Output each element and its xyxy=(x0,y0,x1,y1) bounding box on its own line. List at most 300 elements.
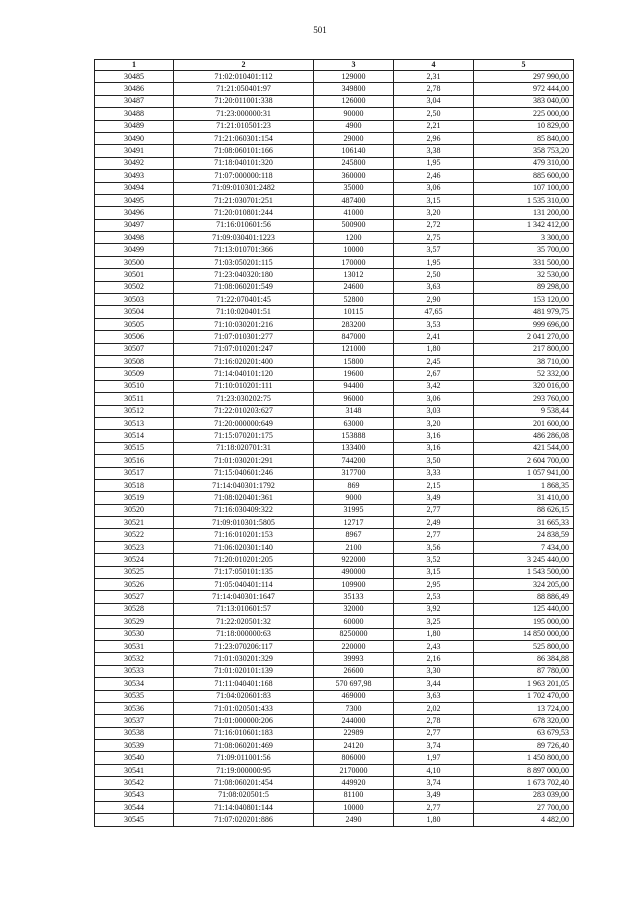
area-cell: 109900 xyxy=(314,579,394,591)
value-cell: 7 434,00 xyxy=(474,541,574,553)
value-cell: 125 440,00 xyxy=(474,603,574,615)
area-cell: 806000 xyxy=(314,752,394,764)
value-cell: 1 543 500,00 xyxy=(474,566,574,578)
table-row xyxy=(95,764,574,776)
cadastral-number-cell: 71:08:020501:5 xyxy=(174,789,314,801)
value-cell: 87 780,00 xyxy=(474,665,574,677)
rate-cell: 2,53 xyxy=(394,591,474,603)
cadastral-number-cell: 71:05:040401:114 xyxy=(174,579,314,591)
row-number-cell: 30526 xyxy=(95,579,174,591)
rate-cell: 2,45 xyxy=(394,355,474,367)
area-cell: 245800 xyxy=(314,157,394,169)
area-cell: 63000 xyxy=(314,417,394,429)
row-number-cell: 30518 xyxy=(95,479,174,491)
rate-cell: 1,95 xyxy=(394,256,474,268)
row-number-cell: 30503 xyxy=(95,294,174,306)
area-cell: 41000 xyxy=(314,207,394,219)
table-row xyxy=(95,541,574,553)
cadastral-number-cell: 71:22:020501:32 xyxy=(174,616,314,628)
value-cell: 38 710,00 xyxy=(474,355,574,367)
table-row xyxy=(95,479,574,491)
cadastral-number-cell: 71:10:020401:51 xyxy=(174,306,314,318)
table-row xyxy=(95,777,574,789)
table-row xyxy=(95,405,574,417)
rate-cell: 3,04 xyxy=(394,95,474,107)
row-number-cell: 30509 xyxy=(95,368,174,380)
row-number-cell: 30545 xyxy=(95,814,174,826)
table-row xyxy=(95,740,574,752)
rate-cell: 2,77 xyxy=(394,504,474,516)
area-cell: 869 xyxy=(314,479,394,491)
cadastral-number-cell: 71:18:040101:320 xyxy=(174,157,314,169)
cadastral-number-cell: 71:14:040801:144 xyxy=(174,802,314,814)
table-row xyxy=(95,331,574,343)
cadastral-number-cell: 71:06:020301:140 xyxy=(174,541,314,553)
area-cell: 490000 xyxy=(314,566,394,578)
rate-cell: 3,15 xyxy=(394,566,474,578)
header-row xyxy=(95,60,574,71)
row-number-cell: 30504 xyxy=(95,306,174,318)
cadastral-number-cell: 71:01:030201:329 xyxy=(174,653,314,665)
row-number-cell: 30496 xyxy=(95,207,174,219)
rate-cell: 3,53 xyxy=(394,318,474,330)
rate-cell: 2,75 xyxy=(394,232,474,244)
value-cell: 678 320,00 xyxy=(474,715,574,727)
row-number-cell: 30488 xyxy=(95,108,174,120)
table-row xyxy=(95,702,574,714)
value-cell: 88 886,49 xyxy=(474,591,574,603)
table-row xyxy=(95,653,574,665)
rate-cell: 2,78 xyxy=(394,715,474,727)
value-cell: 1 868,35 xyxy=(474,479,574,491)
value-cell: 1 450 800,00 xyxy=(474,752,574,764)
table-row xyxy=(95,492,574,504)
rate-cell: 3,42 xyxy=(394,380,474,392)
value-cell: 9 538,44 xyxy=(474,405,574,417)
cadastral-number-cell: 71:18:020701:31 xyxy=(174,442,314,454)
rate-cell: 2,02 xyxy=(394,702,474,714)
area-cell: 81100 xyxy=(314,789,394,801)
value-cell: 88 626,15 xyxy=(474,504,574,516)
value-cell: 2 041 270,00 xyxy=(474,331,574,343)
area-cell: 39993 xyxy=(314,653,394,665)
row-number-cell: 30530 xyxy=(95,628,174,640)
cadastral-number-cell: 71:14:040301:1792 xyxy=(174,479,314,491)
value-cell: 89 726,40 xyxy=(474,740,574,752)
cadastral-number-cell: 71:08:020401:361 xyxy=(174,492,314,504)
value-cell: 3 245 440,00 xyxy=(474,554,574,566)
cadastral-number-cell: 71:08:060201:549 xyxy=(174,281,314,293)
cadastral-number-cell: 71:01:030201:291 xyxy=(174,455,314,467)
row-number-cell: 30527 xyxy=(95,591,174,603)
rate-cell: 2,96 xyxy=(394,132,474,144)
area-cell: 31995 xyxy=(314,504,394,516)
table-row xyxy=(95,306,574,318)
rate-cell: 2,77 xyxy=(394,529,474,541)
column-header-2: 2 xyxy=(174,60,314,71)
value-cell: 283 039,00 xyxy=(474,789,574,801)
column-header-5: 5 xyxy=(474,60,574,71)
rate-cell: 3,74 xyxy=(394,740,474,752)
row-number-cell: 30497 xyxy=(95,219,174,231)
cadastral-number-cell: 71:18:000000:63 xyxy=(174,628,314,640)
rate-cell: 3,16 xyxy=(394,442,474,454)
row-number-cell: 30529 xyxy=(95,616,174,628)
page-number: 501 xyxy=(313,25,327,35)
table-row xyxy=(95,517,574,529)
cadastral-number-cell: 71:16:030409:322 xyxy=(174,504,314,516)
value-cell: 324 205,00 xyxy=(474,579,574,591)
table-row xyxy=(95,566,574,578)
value-cell: 107 100,00 xyxy=(474,182,574,194)
table-row xyxy=(95,120,574,132)
area-cell: 8250000 xyxy=(314,628,394,640)
cadastral-number-cell: 71:07:020201:886 xyxy=(174,814,314,826)
rate-cell: 3,25 xyxy=(394,616,474,628)
row-number-cell: 30505 xyxy=(95,318,174,330)
value-cell: 479 310,00 xyxy=(474,157,574,169)
rate-cell: 3,74 xyxy=(394,777,474,789)
rate-cell: 3,52 xyxy=(394,554,474,566)
row-number-cell: 30522 xyxy=(95,529,174,541)
table-row xyxy=(95,529,574,541)
value-cell: 8 897 000,00 xyxy=(474,764,574,776)
area-cell: 13012 xyxy=(314,269,394,281)
rate-cell: 3,20 xyxy=(394,417,474,429)
area-cell: 10115 xyxy=(314,306,394,318)
value-cell: 89 298,00 xyxy=(474,281,574,293)
row-number-cell: 30524 xyxy=(95,554,174,566)
table-header xyxy=(95,60,574,71)
cadastral-number-cell: 71:08:060201:469 xyxy=(174,740,314,752)
value-cell: 486 286,08 xyxy=(474,430,574,442)
value-cell: 31 410,00 xyxy=(474,492,574,504)
row-number-cell: 30525 xyxy=(95,566,174,578)
row-number-cell: 30506 xyxy=(95,331,174,343)
area-cell: 9000 xyxy=(314,492,394,504)
area-cell: 2170000 xyxy=(314,764,394,776)
value-cell: 201 600,00 xyxy=(474,417,574,429)
rate-cell: 47,65 xyxy=(394,306,474,318)
value-cell: 421 544,00 xyxy=(474,442,574,454)
value-cell: 32 530,00 xyxy=(474,269,574,281)
cadastral-number-cell: 71:01:020501:433 xyxy=(174,702,314,714)
table-row xyxy=(95,393,574,405)
area-cell: 22989 xyxy=(314,727,394,739)
area-cell: 26600 xyxy=(314,665,394,677)
rate-cell: 3,38 xyxy=(394,145,474,157)
cadastral-number-cell: 71:22:070401:45 xyxy=(174,294,314,306)
table-row xyxy=(95,752,574,764)
area-cell: 744200 xyxy=(314,455,394,467)
cadastral-number-cell: 71:03:050201:115 xyxy=(174,256,314,268)
cadastral-number-cell: 71:01:020101:139 xyxy=(174,665,314,677)
value-cell: 297 990,00 xyxy=(474,71,574,83)
value-cell: 153 120,00 xyxy=(474,294,574,306)
rate-cell: 2,78 xyxy=(394,83,474,95)
area-cell: 449920 xyxy=(314,777,394,789)
cadastral-number-cell: 71:14:040301:1647 xyxy=(174,591,314,603)
cadastral-number-cell: 71:15:070201:175 xyxy=(174,430,314,442)
rate-cell: 2,67 xyxy=(394,368,474,380)
cadastral-number-cell: 71:04:020601:83 xyxy=(174,690,314,702)
area-cell: 1200 xyxy=(314,232,394,244)
table-row xyxy=(95,504,574,516)
cadastral-number-cell: 71:23:030202:75 xyxy=(174,393,314,405)
value-cell: 293 760,00 xyxy=(474,393,574,405)
row-number-cell: 30521 xyxy=(95,517,174,529)
row-number-cell: 30510 xyxy=(95,380,174,392)
rate-cell: 2,77 xyxy=(394,727,474,739)
value-cell: 217 800,00 xyxy=(474,343,574,355)
rate-cell: 3,49 xyxy=(394,492,474,504)
cadastral-number-cell: 71:21:050401:97 xyxy=(174,83,314,95)
area-cell: 360000 xyxy=(314,170,394,182)
rate-cell: 1,80 xyxy=(394,343,474,355)
area-cell: 922000 xyxy=(314,554,394,566)
row-number-cell: 30516 xyxy=(95,455,174,467)
rate-cell: 2,21 xyxy=(394,120,474,132)
rate-cell: 2,41 xyxy=(394,331,474,343)
cadastral-number-cell: 71:20:000000:649 xyxy=(174,417,314,429)
cadastral-number-cell: 71:23:040320:180 xyxy=(174,269,314,281)
cadastral-number-cell: 71:22:010203:627 xyxy=(174,405,314,417)
value-cell: 383 040,00 xyxy=(474,95,574,107)
cadastral-number-cell: 71:09:030401:1223 xyxy=(174,232,314,244)
area-cell: 24600 xyxy=(314,281,394,293)
area-cell: 170000 xyxy=(314,256,394,268)
rate-cell: 3,49 xyxy=(394,789,474,801)
row-number-cell: 30533 xyxy=(95,665,174,677)
value-cell: 999 696,00 xyxy=(474,318,574,330)
cadastral-number-cell: 71:16:010201:153 xyxy=(174,529,314,541)
row-number-cell: 30499 xyxy=(95,244,174,256)
value-cell: 14 850 000,00 xyxy=(474,628,574,640)
value-cell: 885 600,00 xyxy=(474,170,574,182)
rate-cell: 3,57 xyxy=(394,244,474,256)
table-row xyxy=(95,294,574,306)
area-cell: 15800 xyxy=(314,355,394,367)
area-cell: 94400 xyxy=(314,380,394,392)
area-cell: 35133 xyxy=(314,591,394,603)
value-cell: 31 665,33 xyxy=(474,517,574,529)
rate-cell: 3,03 xyxy=(394,405,474,417)
table-row xyxy=(95,318,574,330)
area-cell: 10000 xyxy=(314,802,394,814)
row-number-cell: 30502 xyxy=(95,281,174,293)
row-number-cell: 30490 xyxy=(95,132,174,144)
cadastral-number-cell: 71:16:010601:183 xyxy=(174,727,314,739)
cadastral-number-cell: 71:10:030201:216 xyxy=(174,318,314,330)
row-number-cell: 30489 xyxy=(95,120,174,132)
area-cell: 487400 xyxy=(314,194,394,206)
cadastral-number-cell: 71:14:040101:120 xyxy=(174,368,314,380)
rate-cell: 2,49 xyxy=(394,517,474,529)
value-cell: 52 332,00 xyxy=(474,368,574,380)
area-cell: 121000 xyxy=(314,343,394,355)
row-number-cell: 30538 xyxy=(95,727,174,739)
row-number-cell: 30494 xyxy=(95,182,174,194)
table-row xyxy=(95,281,574,293)
table-row xyxy=(95,442,574,454)
table-row xyxy=(95,244,574,256)
cadastral-number-cell: 71:20:010801:244 xyxy=(174,207,314,219)
area-cell: 96000 xyxy=(314,393,394,405)
value-cell: 24 838,59 xyxy=(474,529,574,541)
table-row xyxy=(95,83,574,95)
area-cell: 126000 xyxy=(314,95,394,107)
row-number-cell: 30501 xyxy=(95,269,174,281)
row-number-cell: 30535 xyxy=(95,690,174,702)
row-number-cell: 30539 xyxy=(95,740,174,752)
row-number-cell: 30536 xyxy=(95,702,174,714)
row-number-cell: 30507 xyxy=(95,343,174,355)
row-number-cell: 30486 xyxy=(95,83,174,95)
area-cell: 133400 xyxy=(314,442,394,454)
row-number-cell: 30508 xyxy=(95,355,174,367)
area-cell: 12717 xyxy=(314,517,394,529)
value-cell: 972 444,00 xyxy=(474,83,574,95)
rate-cell: 3,63 xyxy=(394,281,474,293)
cadastral-number-cell: 71:09:010301:5805 xyxy=(174,517,314,529)
table-row xyxy=(95,727,574,739)
row-number-cell: 30495 xyxy=(95,194,174,206)
area-cell: 244000 xyxy=(314,715,394,727)
rate-cell: 2,77 xyxy=(394,802,474,814)
rate-cell: 2,46 xyxy=(394,170,474,182)
cadastral-number-cell: 71:07:010301:277 xyxy=(174,331,314,343)
value-cell: 1 535 310,00 xyxy=(474,194,574,206)
rate-cell: 3,30 xyxy=(394,665,474,677)
value-cell: 1 963 201,05 xyxy=(474,678,574,690)
table-row xyxy=(95,789,574,801)
row-number-cell: 30540 xyxy=(95,752,174,764)
table-row xyxy=(95,108,574,120)
row-number-cell: 30513 xyxy=(95,417,174,429)
area-cell: 317700 xyxy=(314,467,394,479)
cadastral-number-cell: 71:08:060201:454 xyxy=(174,777,314,789)
cadastral-number-cell: 71:08:060101:166 xyxy=(174,145,314,157)
rate-cell: 3,15 xyxy=(394,194,474,206)
rate-cell: 2,72 xyxy=(394,219,474,231)
table-row xyxy=(95,417,574,429)
area-cell: 129000 xyxy=(314,71,394,83)
row-number-cell: 30543 xyxy=(95,789,174,801)
area-cell: 8967 xyxy=(314,529,394,541)
area-cell: 35000 xyxy=(314,182,394,194)
rate-cell: 3,20 xyxy=(394,207,474,219)
value-cell: 331 500,00 xyxy=(474,256,574,268)
cadastral-number-cell: 71:16:020201:400 xyxy=(174,355,314,367)
area-cell: 32000 xyxy=(314,603,394,615)
cadastral-number-cell: 71:16:010601:56 xyxy=(174,219,314,231)
area-cell: 4900 xyxy=(314,120,394,132)
table-row xyxy=(95,132,574,144)
table-row xyxy=(95,616,574,628)
rate-cell: 2,50 xyxy=(394,108,474,120)
cadastral-number-cell: 71:19:000000:95 xyxy=(174,764,314,776)
table-row xyxy=(95,207,574,219)
row-number-cell: 30493 xyxy=(95,170,174,182)
value-cell: 1 057 941,00 xyxy=(474,467,574,479)
row-number-cell: 30544 xyxy=(95,802,174,814)
area-cell: 349800 xyxy=(314,83,394,95)
value-cell: 1 702 470,00 xyxy=(474,690,574,702)
table-row xyxy=(95,343,574,355)
table-row xyxy=(95,690,574,702)
rate-cell: 1,80 xyxy=(394,814,474,826)
cadastral-number-cell: 71:01:000000:206 xyxy=(174,715,314,727)
row-number-cell: 30511 xyxy=(95,393,174,405)
table-row xyxy=(95,802,574,814)
value-cell: 225 000,00 xyxy=(474,108,574,120)
cadastral-number-cell: 71:13:010601:57 xyxy=(174,603,314,615)
table-row xyxy=(95,715,574,727)
row-number-cell: 30514 xyxy=(95,430,174,442)
rate-cell: 3,33 xyxy=(394,467,474,479)
rate-cell: 3,16 xyxy=(394,430,474,442)
area-cell: 847000 xyxy=(314,331,394,343)
table-row xyxy=(95,665,574,677)
rate-cell: 3,56 xyxy=(394,541,474,553)
area-cell: 220000 xyxy=(314,640,394,652)
table-row xyxy=(95,269,574,281)
area-cell: 90000 xyxy=(314,108,394,120)
table-row xyxy=(95,145,574,157)
value-cell: 13 724,00 xyxy=(474,702,574,714)
table-row xyxy=(95,554,574,566)
area-cell: 500900 xyxy=(314,219,394,231)
cadastral-number-cell: 71:09:010301:2482 xyxy=(174,182,314,194)
value-cell: 481 979,75 xyxy=(474,306,574,318)
row-number-cell: 30537 xyxy=(95,715,174,727)
value-cell: 4 482,00 xyxy=(474,814,574,826)
table-row xyxy=(95,628,574,640)
row-number-cell: 30519 xyxy=(95,492,174,504)
value-cell: 63 679,53 xyxy=(474,727,574,739)
rate-cell: 4,10 xyxy=(394,764,474,776)
row-number-cell: 30542 xyxy=(95,777,174,789)
row-number-cell: 30492 xyxy=(95,157,174,169)
cadastral-number-cell: 71:20:010201:205 xyxy=(174,554,314,566)
area-cell: 29000 xyxy=(314,132,394,144)
cadastral-number-cell: 71:21:060301:154 xyxy=(174,132,314,144)
rate-cell: 2,95 xyxy=(394,579,474,591)
rate-cell: 2,90 xyxy=(394,294,474,306)
area-cell: 24120 xyxy=(314,740,394,752)
column-header-3: 3 xyxy=(314,60,394,71)
rate-cell: 2,31 xyxy=(394,71,474,83)
table-row xyxy=(95,256,574,268)
cadastral-number-cell: 71:11:040401:168 xyxy=(174,678,314,690)
value-cell: 525 800,00 xyxy=(474,640,574,652)
table-row xyxy=(95,170,574,182)
cadastral-number-cell: 71:02:010401:112 xyxy=(174,71,314,83)
table-row xyxy=(95,603,574,615)
value-cell: 320 016,00 xyxy=(474,380,574,392)
table-row xyxy=(95,380,574,392)
area-cell: 2100 xyxy=(314,541,394,553)
area-cell: 106140 xyxy=(314,145,394,157)
rate-cell: 3,50 xyxy=(394,455,474,467)
table-row xyxy=(95,640,574,652)
cadastral-number-cell: 71:17:050101:135 xyxy=(174,566,314,578)
table-row xyxy=(95,368,574,380)
value-cell: 358 753,20 xyxy=(474,145,574,157)
row-number-cell: 30534 xyxy=(95,678,174,690)
data-table xyxy=(94,59,574,827)
rate-cell: 3,06 xyxy=(394,182,474,194)
